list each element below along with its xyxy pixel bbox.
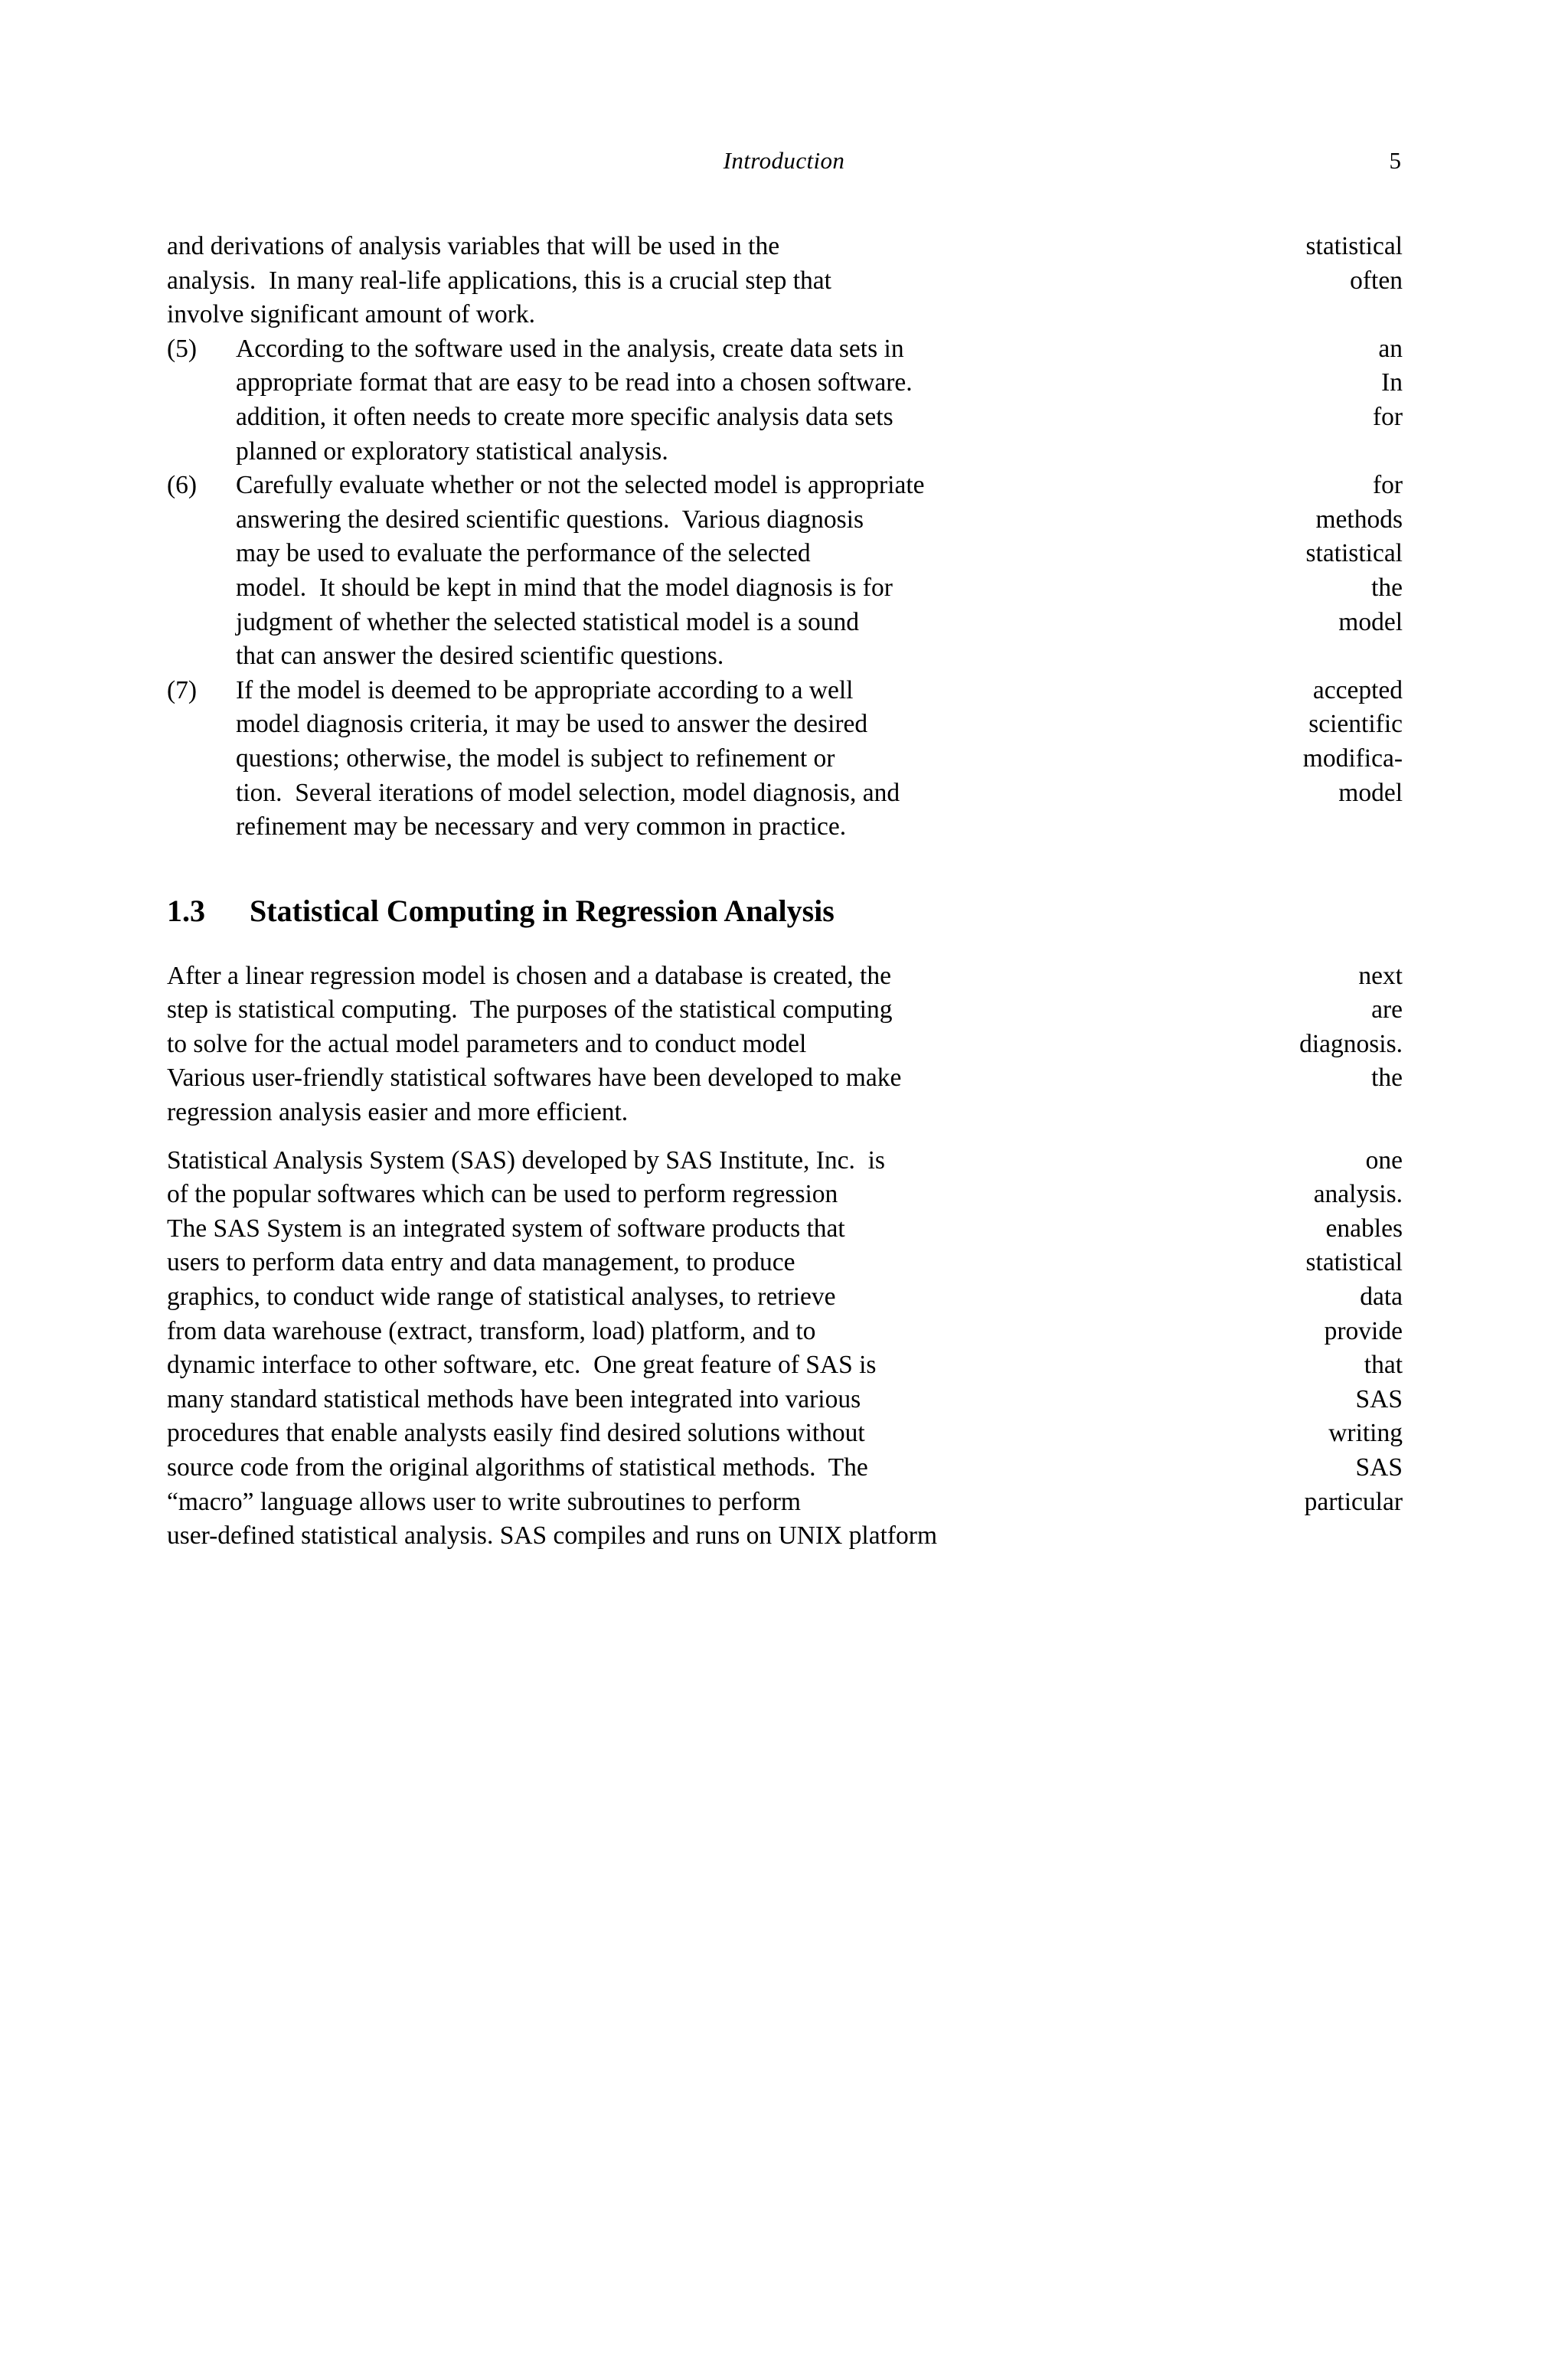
text-line [236,776,1403,811]
section-heading [167,891,1403,932]
line-segment: many standard statistical methods have been integrated into various [167,1384,861,1413]
list-item-5 [167,332,1403,469]
line-segment: Various user-friendly statistical softwares have been developed to make [167,1064,902,1093]
text-line: user-defined statistical analysis. SAS compiles and runs on UNIX platform [167,1521,937,1551]
line-segment: Statistical Analysis System (SAS) developed by SAS Institute, Inc. is [167,1145,885,1175]
line-segment: the [1371,1064,1403,1093]
text-line [236,366,1403,400]
line-segment: the [1371,573,1403,602]
line-segment: Carefully evaluate whether or not the selected model is appropriate [236,471,925,500]
text-line [167,1383,1403,1417]
text-line [236,742,1403,776]
line-segment: of the popular softwares which can be used to perform regression [167,1180,838,1209]
list-marker-7: (7) [167,675,198,704]
text-line [167,1315,1403,1349]
line-segment: After a linear regression model is chosen and a database is created, the [167,961,891,990]
paragraph-statistical-computing [167,959,1403,1130]
text-line [167,1144,1403,1178]
line-segment: from data warehouse (extract, transform, load) platform, and to [167,1316,816,1345]
line-segment: for [1372,471,1403,500]
line-segment: source code from the original algorithms of statistical methods. The [167,1453,868,1482]
line-segment: particular [1304,1487,1403,1516]
text-line [167,1280,1403,1315]
line-segment: methods [1315,505,1403,534]
text-line [167,1451,1403,1485]
line-segment: statistical [1305,232,1403,260]
page-number: 5 [1389,147,1401,174]
line-segment: appropriate format that are easy to be read into a chosen software. [236,368,913,397]
line-segment: may be used to evaluate the performance of the selected [236,539,811,568]
line-segment: next [1358,961,1403,990]
text-line [236,537,1403,571]
text-line [167,1246,1403,1280]
line-segment: SAS [1355,1384,1403,1413]
text-line [167,1485,1403,1520]
text-line [236,469,1403,503]
text-line [236,708,1403,742]
line-segment: diagnosis. [1299,1029,1403,1058]
text-line [167,993,1403,1028]
line-segment: If the model is deemed to be appropriate according to a well [236,675,854,704]
line-segment: accepted [1312,675,1403,704]
line-segment: SAS [1355,1453,1403,1482]
text-line [236,606,1403,640]
spacer-before-heading [167,845,1403,891]
line-segment: model [1338,778,1403,807]
text-line [236,674,1403,708]
text-line [167,1212,1403,1247]
section-number: 1.3 [167,893,205,928]
line-segment: step is statistical computing. The purposes of the statistical computing [167,995,893,1025]
line-segment: model [1338,607,1403,636]
line-segment: scientific [1308,710,1403,739]
text-line [167,1028,1403,1062]
text-line [167,1061,1403,1096]
line-segment: judgment of whether the selected statistical model is a sound [236,607,860,636]
line-segment: graphics, to conduct wide range of statistical analyses, to retrieve [167,1283,836,1312]
line-segment: answering the desired scientific questions. Various diagnosis [236,505,864,534]
line-segment: procedures that enable analysts easily find desired solutions without [167,1419,865,1448]
text-line [167,264,1403,299]
line-segment: In [1381,368,1403,397]
text-line [236,571,1403,606]
list-marker-6: (6) [167,471,198,500]
spacer-between-paragraphs [167,1130,1403,1144]
text-line [236,503,1403,538]
text-line [236,400,1403,435]
text-line [167,1417,1403,1451]
line-segment: model. It should be kept in mind that the model diagnosis is for [236,573,893,602]
line-segment: are [1371,995,1403,1025]
line-segment: data [1360,1283,1403,1312]
line-segment: statistical [1305,539,1403,568]
list-item-7 [167,674,1403,845]
line-segment: “macro” language allows user to write subroutines to perform [167,1487,801,1516]
text-line [167,959,1403,994]
list-body-7 [236,674,1403,845]
line-segment: questions; otherwise, the model is subject to refinement or [236,743,835,773]
page-body [167,230,1403,1554]
line-segment: for [1372,402,1403,431]
line-segment: statistical [1305,1248,1403,1277]
list-body-6 [236,469,1403,674]
line-segment: an [1378,334,1403,363]
line-segment: tion. Several iterations of model selection, model diagnosis, and [236,778,900,807]
text-line [167,1348,1403,1383]
line-segment: users to perform data entry and data management, to produce [167,1248,795,1277]
line-segment: one [1365,1145,1403,1175]
line-segment: model diagnosis criteria, it may be used to answer the desired [236,710,868,739]
text-line [236,332,1403,367]
section-title: Statistical Computing in Regression Analysis [250,893,835,928]
line-segment: writing [1328,1419,1403,1448]
text-line [167,230,1403,264]
line-segment: that [1364,1351,1403,1380]
line-segment: According to the software used in the analysis, create data sets in [236,334,904,363]
text-line: involve significant amount of work. [167,300,536,329]
line-segment: modifica- [1302,743,1403,773]
line-segment: provide [1324,1316,1403,1345]
spacer-after-heading [167,932,1403,959]
item-4-continuation [167,230,1403,332]
list-item-6 [167,469,1403,674]
line-segment: analysis. In many real-life applications, this is a crucial step that [167,266,831,295]
text-line: that can answer the desired scientific questions. [236,642,724,671]
text-line: planned or exploratory statistical analysis. [236,436,668,466]
list-body-5 [236,332,1403,469]
line-segment: and derivations of analysis variables that will be used in the [167,232,780,260]
line-segment: addition, it often needs to create more specific analysis data sets [236,402,893,431]
text-line: refinement may be necessary and very common in practice. [236,812,847,841]
line-segment: enables [1325,1214,1403,1243]
line-segment: dynamic interface to other software, etc. One great feature of SAS is [167,1351,877,1380]
line-segment: often [1350,266,1403,295]
running-head [167,147,1401,185]
text-line [167,1178,1403,1212]
list-marker-5: (5) [167,334,198,363]
running-head-title: Introduction [723,147,845,174]
paragraph-sas [167,1144,1403,1554]
line-segment: to solve for the actual model parameters and to conduct model [167,1029,807,1058]
text-line: regression analysis easier and more efficient. [167,1098,629,1127]
line-segment: analysis. [1313,1180,1403,1209]
line-segment: The SAS System is an integrated system of software products that [167,1214,845,1243]
